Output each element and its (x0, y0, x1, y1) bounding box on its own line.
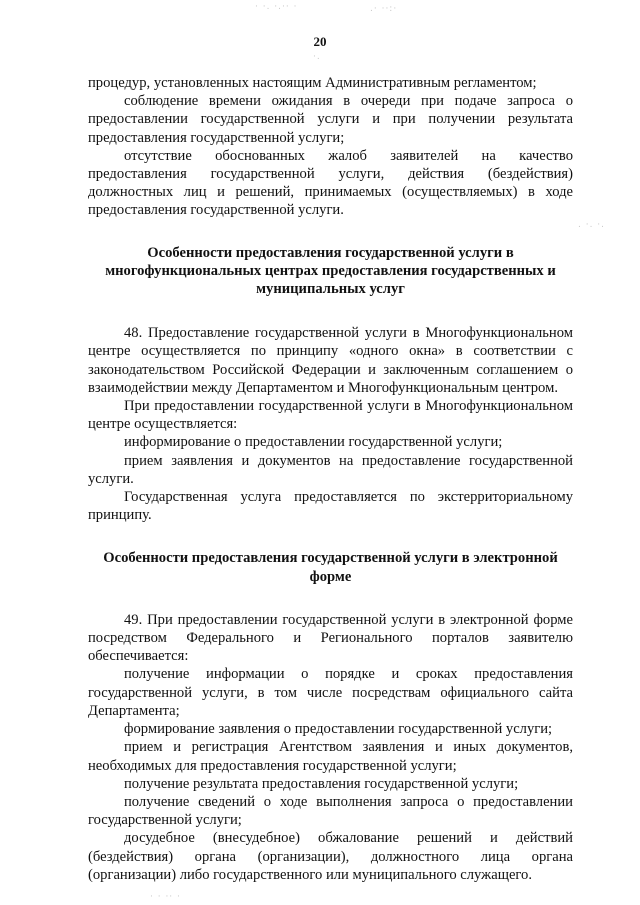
paragraph: Государственная услуга предоставляется по экстерриториальному принципу. (88, 489, 573, 524)
paragraph: прием и регистрация Агентством заявления и иных документов, необходимых для предоставления государственной услуги; (88, 739, 573, 774)
paragraph: получение сведений о ходе выполнения запроса о предоставлении государственной услуги; (88, 793, 573, 829)
paragraph: отсутствие обоснованных жалоб заявителей на качество предоставления государственной услуги, действия (бездействия) должностных лиц и решений, принимаемых (осуществляемых) в ходе предоставления государственной услуги. (88, 147, 573, 219)
paragraph: досудебное (внесудебное) обжалование решений и действий (бездействия) органа (организации), должностного лица органа (организации) либо государственного или муниципального служащего. (88, 830, 573, 883)
paragraph: процедур, установленных настоящим Административным регламентом; (88, 75, 537, 91)
paragraph: формирование заявления о предоставлении государственной услуги; (124, 721, 553, 738)
scan-artifact-margin: . ·. ·. (578, 220, 606, 230)
paragraph: При предоставлении государственной услуги в Многофункциональном центре осуществляется: (88, 398, 573, 433)
page-number: 20 (313, 34, 327, 49)
paragraph: 49. При предоставлении государственной услуги в электронной форме посредством Федерального и Регионального порталов заявителю обеспечивается: (88, 611, 573, 665)
section-heading-mfc: Особенности предоставления государственной услуги в многофункциональных центрах предоставления государственных и муниципальных услуг (105, 244, 556, 298)
paragraph: получение информации о порядке и сроках предоставления государственной услуги, в том числе посредствам официального сайта Департамента; (88, 666, 573, 719)
paragraph: прием заявления и документов на предоставление государственной услуги. (88, 452, 573, 487)
section-heading-electronic: Особенности предоставления государственной услуги в электронной форме (103, 550, 558, 585)
scan-artifact-bottom: · · ·· · (150, 892, 181, 902)
document-body (88, 74, 573, 884)
scan-artifact-top-right: .· ··:· (370, 4, 398, 14)
paragraph: получение результата предоставления государственной услуги; (124, 775, 519, 792)
paragraph: соблюдение времени ожидания в очереди при подаче запроса о предоставлении государственной услуги и при получении результата предоставления государственной услуги; (88, 93, 573, 146)
scan-artifact-top: · ·. ·.·· · (255, 2, 298, 12)
scan-artifact-mark: ·. (313, 52, 321, 62)
paragraph: информирование о предоставлении государственной услуги; (124, 434, 503, 451)
paragraph: 48. Предоставление государственной услуги в Многофункциональном центре осуществляется по принципу «одного окна» в соответствии с законодательством Российской Федерации и заключенным соглашением о взаимодействии между Департаментом и Многофункциональным центром. (88, 325, 573, 396)
